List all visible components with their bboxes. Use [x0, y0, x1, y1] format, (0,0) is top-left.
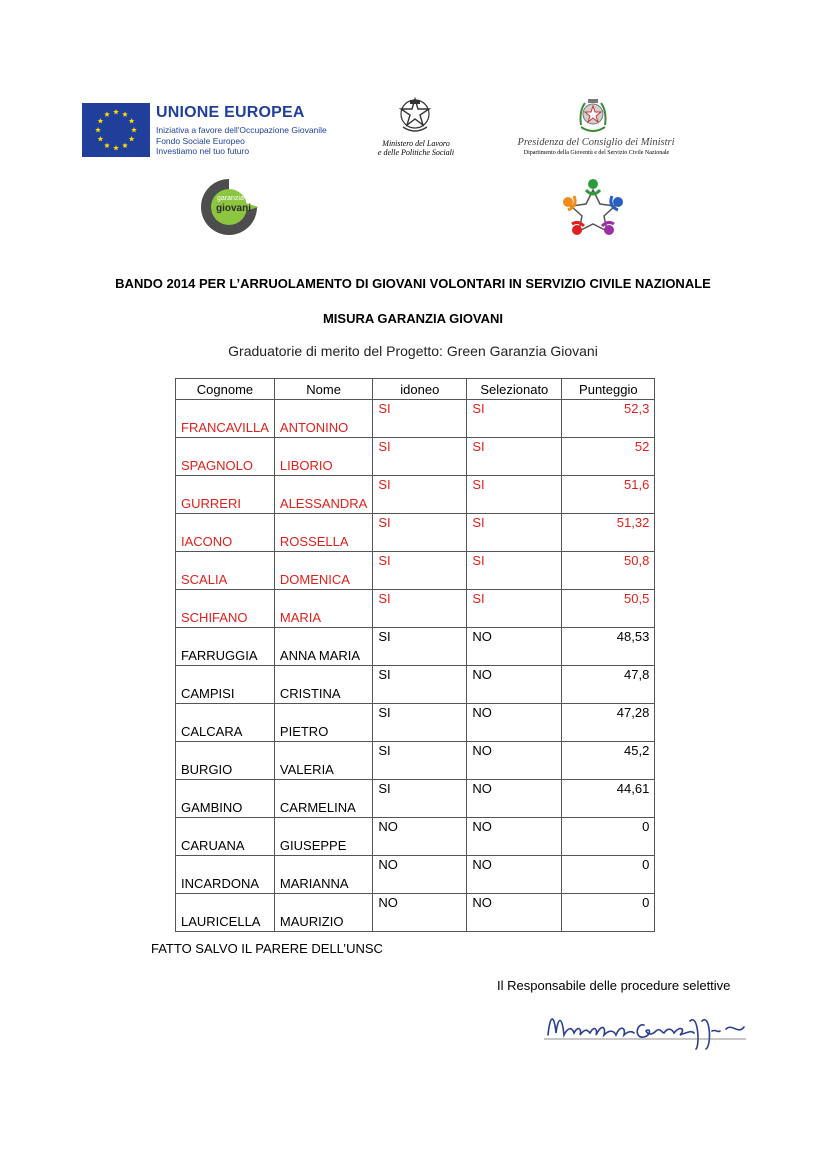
- cell-punteggio: 52,3: [562, 400, 655, 438]
- servizio-civile-star-icon: [560, 176, 626, 238]
- table-header-row: [176, 379, 655, 400]
- cell-cognome: LAURICELLA: [176, 894, 275, 932]
- ministero-line-1: Ministero del Lavoro: [382, 139, 450, 148]
- servizio-civile-logo: [560, 176, 626, 238]
- table-row: [176, 780, 655, 818]
- cell-selezionato: NO: [467, 742, 562, 780]
- table-row: [176, 856, 655, 894]
- table-row: [176, 476, 655, 514]
- ranking-table: [175, 378, 655, 932]
- cell-idoneo: SI: [373, 780, 467, 818]
- italian-emblem-icon: [577, 97, 609, 135]
- cell-idoneo: SI: [373, 590, 467, 628]
- cell-idoneo: SI: [373, 476, 467, 514]
- cell-nome: LIBORIO: [274, 438, 372, 476]
- eu-title: UNIONE EUROPEA: [156, 104, 305, 121]
- cell-nome: GIUSEPPE: [274, 818, 372, 856]
- cell-nome: ALESSANDRA: [274, 476, 372, 514]
- column-header-cognome: Cognome: [176, 379, 275, 400]
- italian-emblem-icon: [398, 97, 432, 135]
- eu-star-icon: [104, 143, 110, 148]
- eu-flag-icon: [82, 103, 150, 157]
- table-row: [176, 666, 655, 704]
- cell-cognome: SPAGNOLO: [176, 438, 275, 476]
- cell-nome: ANTONINO: [274, 400, 372, 438]
- eu-star-icon: [122, 111, 128, 116]
- cell-idoneo: SI: [373, 438, 467, 476]
- cell-cognome: BURGIO: [176, 742, 275, 780]
- table-row: [176, 894, 655, 932]
- presidenza-logo: [505, 97, 680, 163]
- cell-punteggio: 47,28: [562, 704, 655, 742]
- cell-nome: DOMENICA: [274, 552, 372, 590]
- cell-nome: ANNA MARIA: [274, 628, 372, 666]
- eu-star-icon: [98, 118, 104, 123]
- eu-star-icon: [113, 109, 119, 114]
- cell-cognome: CAMPISI: [176, 666, 275, 704]
- eu-star-icon: [95, 127, 101, 132]
- cell-cognome: INCARDONA: [176, 856, 275, 894]
- eu-star-icon: [129, 136, 135, 141]
- column-header-idoneo: idoneo: [373, 379, 467, 400]
- table-row: [176, 438, 655, 476]
- table-row: [176, 400, 655, 438]
- cell-punteggio: 50,8: [562, 552, 655, 590]
- table-row: [176, 818, 655, 856]
- cell-selezionato: SI: [467, 590, 562, 628]
- cell-idoneo: SI: [373, 666, 467, 704]
- column-header-nome: Nome: [274, 379, 372, 400]
- cell-selezionato: NO: [467, 704, 562, 742]
- cell-cognome: GURRERI: [176, 476, 275, 514]
- cell-selezionato: SI: [467, 438, 562, 476]
- cell-nome: MAURIZIO: [274, 894, 372, 932]
- cell-idoneo: SI: [373, 514, 467, 552]
- cell-cognome: CARUANA: [176, 818, 275, 856]
- ministero-text: [366, 139, 466, 157]
- eu-line-2: Fondo Sociale Europeo: [156, 135, 245, 146]
- cell-idoneo: SI: [373, 742, 467, 780]
- cell-selezionato: SI: [467, 514, 562, 552]
- cell-idoneo: SI: [373, 552, 467, 590]
- eu-star-icon: [104, 111, 110, 116]
- cell-cognome: FARRUGGIA: [176, 628, 275, 666]
- garanzia-giovani-logo: [193, 175, 265, 239]
- cell-punteggio: 0: [562, 818, 655, 856]
- cell-selezionato: NO: [467, 818, 562, 856]
- cell-selezionato: NO: [467, 894, 562, 932]
- ministero-line-2: e delle Politiche Sociali: [377, 148, 455, 157]
- cell-selezionato: NO: [467, 628, 562, 666]
- cell-idoneo: NO: [373, 856, 467, 894]
- cell-nome: CRISTINA: [274, 666, 372, 704]
- eu-star-icon: [113, 145, 119, 150]
- cell-cognome: SCHIFANO: [176, 590, 275, 628]
- cell-punteggio: 52: [562, 438, 655, 476]
- cell-punteggio: 0: [562, 894, 655, 932]
- cell-cognome: FRANCAVILLA: [176, 400, 275, 438]
- cell-selezionato: SI: [467, 400, 562, 438]
- cell-nome: CARMELINA: [274, 780, 372, 818]
- cell-selezionato: SI: [467, 552, 562, 590]
- cell-punteggio: 44,61: [562, 780, 655, 818]
- cell-selezionato: NO: [467, 780, 562, 818]
- cell-selezionato: NO: [467, 666, 562, 704]
- cell-idoneo: SI: [373, 704, 467, 742]
- cell-nome: PIETRO: [274, 704, 372, 742]
- cell-idoneo: NO: [373, 894, 467, 932]
- signature: [540, 1005, 750, 1055]
- cell-cognome: SCALIA: [176, 552, 275, 590]
- garanzia-text-2: giovani: [216, 203, 252, 214]
- eu-star-icon: [98, 136, 104, 141]
- eu-line-3: Investiamo nel tuo futuro: [156, 146, 250, 156]
- eu-star-icon: [129, 118, 135, 123]
- table-row: [176, 704, 655, 742]
- cell-nome: MARIANNA: [274, 856, 372, 894]
- cell-idoneo: NO: [373, 818, 467, 856]
- document-subtitle: Graduatorie di merito del Progetto: Green Garanzia Giovani: [228, 343, 598, 359]
- cell-nome: MARIA: [274, 590, 372, 628]
- cell-cognome: GAMBINO: [176, 780, 275, 818]
- eu-star-icon: [122, 143, 128, 148]
- responsible-label: Il Responsabile delle procedure selettive: [497, 978, 731, 993]
- cell-nome: ROSSELLA: [274, 514, 372, 552]
- cell-punteggio: 51,6: [562, 476, 655, 514]
- cell-selezionato: SI: [467, 476, 562, 514]
- eu-logo: [82, 103, 342, 161]
- presidenza-title: Presidenza del Consiglio dei Ministri: [517, 137, 675, 148]
- eu-star-icon: [131, 127, 137, 132]
- cell-punteggio: 0: [562, 856, 655, 894]
- table-row: [176, 628, 655, 666]
- cell-punteggio: 45,2: [562, 742, 655, 780]
- table-row: [176, 552, 655, 590]
- cell-punteggio: 48,53: [562, 628, 655, 666]
- ministero-logo: [360, 97, 470, 163]
- cell-selezionato: NO: [467, 856, 562, 894]
- eu-line-1: Iniziativa a favore dell'Occupazione Giovanile: [156, 125, 327, 135]
- cell-cognome: CALCARA: [176, 704, 275, 742]
- column-header-punteggio: Punteggio: [562, 379, 655, 400]
- cell-cognome: IACONO: [176, 514, 275, 552]
- table-row: [176, 742, 655, 780]
- column-header-selezionato: Selezionato: [467, 379, 562, 400]
- table-row: [176, 590, 655, 628]
- table-row: [176, 514, 655, 552]
- garanzia-text-1: garanzia: [217, 195, 244, 202]
- presidenza-subtitle: Dipartimento della Gioventù e del Servizio Civile Nazionale: [523, 150, 670, 156]
- cell-nome: VALERIA: [274, 742, 372, 780]
- eu-subtitle: [156, 125, 327, 157]
- measure-title: MISURA GARANZIA GIOVANI: [322, 311, 504, 326]
- cell-punteggio: 47,8: [562, 666, 655, 704]
- cell-punteggio: 50,5: [562, 590, 655, 628]
- cell-idoneo: SI: [373, 628, 467, 666]
- cell-idoneo: SI: [373, 400, 467, 438]
- unsc-note: FATTO SALVO IL PARERE DELL’UNSC: [151, 941, 383, 956]
- document-title: BANDO 2014 PER L’ARRUOLAMENTO DI GIOVANI VOLONTARI IN SERVIZIO CIVILE NAZIONALE: [115, 276, 711, 291]
- cell-punteggio: 51,32: [562, 514, 655, 552]
